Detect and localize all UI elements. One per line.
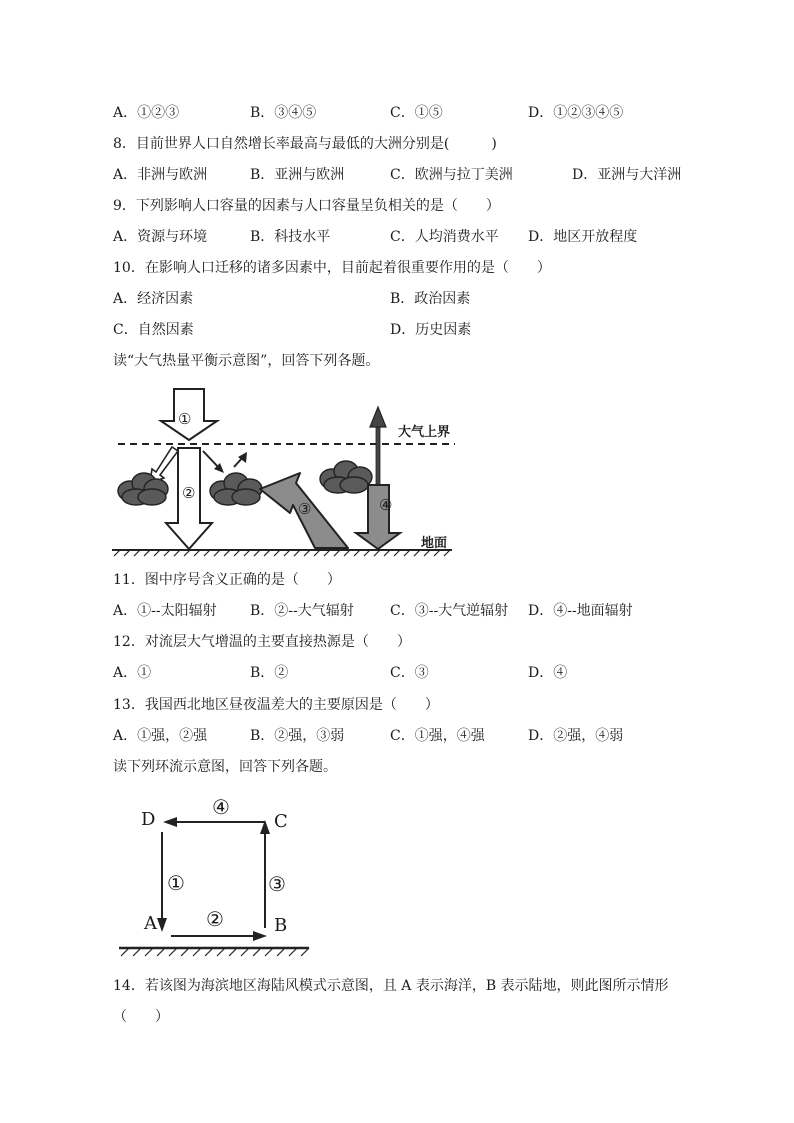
fig2-corner-a: A <box>144 913 157 934</box>
q8-option-b: B．亚洲与欧洲 <box>250 167 345 183</box>
q13-option-b: B．②强，③弱 <box>250 728 345 744</box>
arrow-4-head-up <box>370 407 386 427</box>
q12-option-c: C．③ <box>390 665 429 681</box>
q11-stem: 11．图中序号含义正确的是（ ） <box>113 572 341 588</box>
q8-stem: 8．目前世界人口自然增长率最高与最低的大洲分别是( ) <box>113 136 497 152</box>
q13-option-c: C．①强，④强 <box>390 728 485 744</box>
q12-stem: 12．对流层大气增温的主要直接热源是（ ） <box>113 634 411 650</box>
q12-option-d: D．④ <box>528 665 568 681</box>
fig2-corner-c: C <box>274 811 288 832</box>
fig1-label-3: ③ <box>298 500 312 518</box>
fig2-corner-b: B <box>274 915 288 936</box>
q13-option-a: A．①强，②强 <box>113 728 208 744</box>
heat-balance-diagram <box>110 385 460 557</box>
cloud-middle <box>210 473 262 505</box>
fig1-label-1: ① <box>178 410 192 428</box>
q9-option-d: D．地区开放程度 <box>528 229 638 245</box>
q11-option-b: B．②--大气辐射 <box>250 603 354 619</box>
intro-circulation: 读下列环流示意图，回答下列各题。 <box>113 759 337 775</box>
q7-option-b: B．③④⑤ <box>250 105 317 121</box>
q12-option-b: B．② <box>250 665 289 681</box>
q13-stem: 13．我国西北地区昼夜温差大的主要原因是（ ） <box>113 697 439 713</box>
q14-stem-continued: （ ） <box>113 1009 169 1025</box>
arrow-1-head <box>157 918 167 932</box>
arrow-4-shape <box>356 485 400 549</box>
q9-option-a: A．资源与环境 <box>113 229 208 245</box>
fig2-label-1: ① <box>167 871 185 895</box>
fig1-label-atmosphere-top: 大气上界 <box>398 425 451 440</box>
q8-option-a: A．非洲与欧洲 <box>113 167 208 183</box>
fig1-label-4: ④ <box>379 496 393 514</box>
fig2-corner-d: D <box>141 809 156 830</box>
q9-stem: 9．下列影响人口容量的因素与人口容量呈负相关的是（ ） <box>113 198 500 214</box>
fig2-label-3: ③ <box>268 872 286 896</box>
q11-option-a: A．①--太阳辐射 <box>113 603 217 619</box>
q14-stem: 14．若该图为海滨地区海陆风模式示意图，且 A 表示海洋，B 表示陆地，则此图所示情形 <box>113 978 669 994</box>
q7-option-c: C．①⑤ <box>390 105 443 121</box>
q10-option-c: C．自然因素 <box>113 322 194 338</box>
q10-option-d: D．历史因素 <box>390 322 472 338</box>
arrow-4-head <box>163 817 177 827</box>
intro-heat-balance: 读“大气热量平衡示意图”，回答下列各题。 <box>113 353 380 369</box>
q7-option-a: A．①②③ <box>113 105 180 121</box>
q8-option-d: D．亚洲与大洋洲 <box>572 167 682 183</box>
q11-option-d: D．④--地面辐射 <box>528 603 633 619</box>
q10-stem: 10．在影响人口迁移的诸多因素中，目前起着很重要作用的是（ ） <box>113 260 551 276</box>
q13-option-d: D．②强，④弱 <box>528 728 624 744</box>
arrow-4-shaft <box>376 423 380 485</box>
arrow-2-head <box>253 931 267 941</box>
q9-option-c: C．人均消费水平 <box>390 229 499 245</box>
q7-option-d: D．①②③④⑤ <box>528 105 624 121</box>
fig1-label-ground: 地面 <box>421 536 448 551</box>
q11-option-c: C．③--大气逆辐射 <box>390 603 509 619</box>
q9-option-b: B．科技水平 <box>250 229 331 245</box>
fig2-label-2: ② <box>206 907 224 931</box>
fig2-label-4: ④ <box>212 795 230 819</box>
q8-option-c: C．欧洲与拉丁美洲 <box>390 167 513 183</box>
fig1-label-2: ② <box>182 484 196 502</box>
q10-option-a: A．经济因素 <box>113 291 194 307</box>
q12-option-a: A．① <box>113 665 152 681</box>
q10-option-b: B．政治因素 <box>390 291 471 307</box>
cloud-right <box>320 461 372 493</box>
